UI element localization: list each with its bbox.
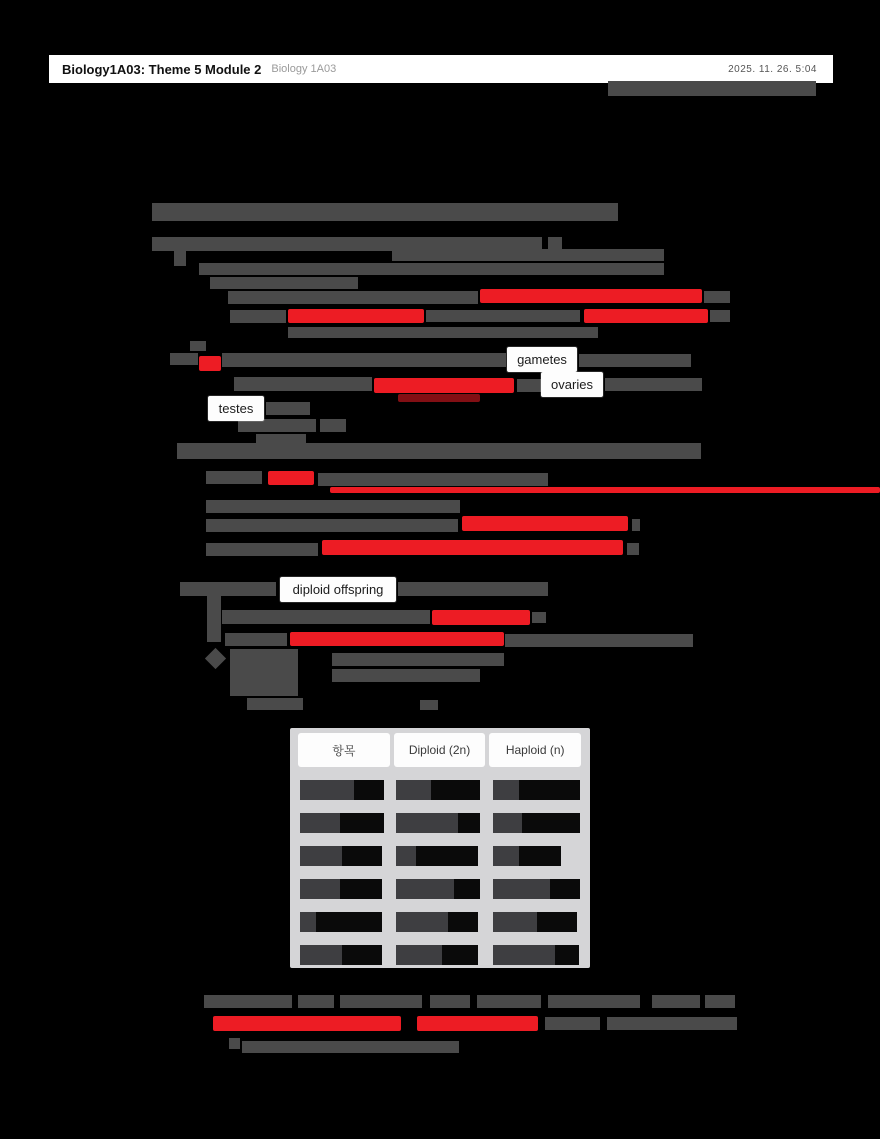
redacted-cell-segment: [493, 813, 523, 833]
redacted-text-block: [174, 251, 186, 266]
term-diploid-offspring: diploid offspring: [280, 577, 396, 602]
redacted-text-block: [230, 310, 286, 323]
redacted-red-highlight: [330, 487, 880, 493]
redacted-text-block: [152, 203, 618, 221]
redacted-text-block: [222, 610, 430, 624]
table-row: [290, 945, 590, 965]
redacted-text-block: [505, 634, 693, 647]
redacted-red-highlight: [288, 309, 424, 323]
redacted-cell-segment: [448, 912, 478, 932]
header-timestamp: 2025. 11. 26. 5:04: [728, 63, 817, 75]
redacted-text-block: [170, 353, 198, 365]
redacted-cell-segment: [396, 879, 454, 899]
redacted-text-block: [190, 341, 206, 351]
table-cell-redaction: [300, 879, 387, 899]
redacted-text-block: [288, 327, 598, 338]
term-ovaries: ovaries: [541, 372, 603, 397]
table-header-haploid: Haploid (n): [489, 733, 581, 767]
redacted-text-block: [234, 377, 372, 391]
redacted-red-highlight: [374, 378, 514, 393]
redacted-cell-segment: [550, 879, 580, 899]
redacted-cell-segment: [431, 780, 480, 800]
table-cell-redaction: [396, 879, 483, 899]
redacted-cell-segment: [442, 945, 478, 965]
table-cell-redaction: [493, 780, 580, 800]
redacted-cell-segment: [396, 945, 442, 965]
table-cell-redaction: [493, 879, 580, 899]
redacted-cell-segment: [555, 945, 579, 965]
redacted-cell-segment: [519, 780, 580, 800]
redacted-text-block: [206, 519, 458, 532]
redacted-text-block: [230, 649, 298, 696]
table-cell-redaction: [493, 846, 580, 866]
redacted-cell-segment: [416, 846, 478, 866]
redacted-cell-segment: [316, 912, 382, 932]
redacted-red-highlight: [398, 394, 480, 402]
table-header-diploid: Diploid (2n): [394, 733, 486, 767]
redacted-text-block: [627, 543, 639, 555]
redacted-cell-segment: [396, 846, 416, 866]
table-body: [290, 780, 590, 965]
redacted-text-block: [180, 582, 276, 596]
redacted-text-block: [392, 249, 664, 261]
redacted-text-block: [652, 995, 700, 1008]
redacted-cell-segment: [519, 846, 561, 866]
diploid-haploid-table: [290, 728, 590, 968]
redacted-red-highlight: [268, 471, 314, 485]
table-cell-redaction: [493, 912, 580, 932]
redacted-text-block: [517, 379, 541, 392]
redacted-text-block: [477, 995, 541, 1008]
table-cell-redaction: [396, 912, 483, 932]
redacted-text-block: [318, 473, 548, 486]
redacted-text-block: [225, 633, 287, 646]
table-cell-redaction: [396, 780, 483, 800]
table-cell-redaction: [300, 912, 387, 932]
table-cell-redaction: [300, 780, 387, 800]
term-testes: testes: [208, 396, 264, 421]
header-title: Biology1A03: Theme 5 Module 2: [62, 61, 262, 77]
redacted-text-block: [210, 277, 358, 289]
table-cell-redaction: [300, 813, 387, 833]
redacted-cell-segment: [396, 813, 458, 833]
redacted-text-block: [420, 700, 438, 710]
redacted-red-highlight: [417, 1016, 538, 1031]
redacted-cell-segment: [396, 912, 448, 932]
redacted-text-block: [548, 995, 640, 1008]
redacted-text-block: [204, 995, 292, 1008]
redacted-text-block: [340, 995, 422, 1008]
redacted-text-block: [605, 378, 702, 391]
redacted-text-block: [222, 353, 506, 367]
redacted-cell-segment: [300, 813, 340, 833]
redacted-cell-segment: [340, 879, 382, 899]
table-header-item: 항목: [298, 733, 390, 767]
redacted-cell-segment: [396, 780, 431, 800]
redacted-text-block: [206, 543, 318, 556]
redacted-text-block: [266, 402, 310, 415]
header-course-label: Biology 1A03: [271, 63, 337, 75]
redacted-text-block: [392, 263, 664, 275]
redacted-cell-segment: [458, 813, 480, 833]
page-header: [49, 55, 833, 83]
redacted-text-block: [206, 471, 262, 484]
redacted-cell-segment: [493, 879, 551, 899]
redacted-red-highlight: [584, 309, 708, 323]
redacted-text-block: [705, 995, 735, 1008]
redacted-cell-segment: [300, 912, 316, 932]
redacted-cell-segment: [493, 846, 519, 866]
redacted-text-block: [320, 419, 346, 432]
redacted-red-highlight: [432, 610, 530, 625]
redacted-cell-segment: [300, 945, 342, 965]
redacted-text-block: [608, 81, 816, 96]
redacted-cell-segment: [342, 846, 382, 866]
redacted-red-highlight: [213, 1016, 401, 1031]
redacted-cell-segment: [537, 912, 577, 932]
redacted-red-highlight: [199, 356, 221, 371]
redacted-cell-segment: [340, 813, 384, 833]
redacted-text-block: [532, 612, 546, 623]
redacted-text-block: [228, 291, 478, 304]
redacted-red-highlight: [290, 632, 504, 646]
redacted-text-block: [430, 995, 470, 1008]
table-row: [290, 912, 590, 932]
redacted-cell-segment: [300, 879, 340, 899]
redacted-text-block: [632, 519, 640, 531]
redacted-red-highlight: [322, 540, 623, 555]
redacted-cell-segment: [493, 945, 555, 965]
redacted-cell-segment: [493, 912, 537, 932]
redacted-red-highlight: [480, 289, 702, 303]
redacted-cell-segment: [354, 780, 384, 800]
table-row: [290, 813, 590, 833]
table-cell-redaction: [300, 846, 387, 866]
redacted-text-block: [177, 443, 701, 459]
redacted-cell-segment: [493, 780, 519, 800]
redacted-text-block: [242, 1041, 459, 1053]
table-row: [290, 879, 590, 899]
table-cell-redaction: [493, 813, 580, 833]
redacted-text-block: [207, 596, 221, 642]
table-cell-redaction: [300, 945, 387, 965]
redacted-text-block: [710, 310, 730, 322]
redacted-text-block: [332, 669, 480, 682]
redacted-cell-segment: [300, 846, 342, 866]
redacted-text-block: [398, 582, 548, 596]
redacted-text-block: [426, 310, 580, 322]
term-gametes: gametes: [507, 347, 577, 372]
redacted-cell-segment: [300, 780, 354, 800]
redacted-text-block: [205, 648, 226, 669]
redacted-cell-segment: [522, 813, 580, 833]
table-cell-redaction: [396, 813, 483, 833]
redacted-cell-segment: [342, 945, 382, 965]
table-cell-redaction: [396, 846, 483, 866]
redacted-text-block: [579, 354, 691, 367]
redacted-text-block: [545, 1017, 600, 1030]
table-row: [290, 780, 590, 800]
table-header-row: [290, 728, 590, 767]
table-row: [290, 846, 590, 866]
redacted-cell-segment: [454, 879, 480, 899]
redacted-red-highlight: [462, 516, 628, 531]
table-cell-redaction: [396, 945, 483, 965]
redacted-text-block: [247, 698, 303, 710]
redacted-text-block: [704, 291, 730, 303]
table-cell-redaction: [493, 945, 580, 965]
redacted-text-block: [206, 500, 460, 513]
redacted-text-block: [332, 653, 504, 666]
redacted-text-block: [607, 1017, 737, 1030]
redacted-text-block: [229, 1038, 240, 1049]
redacted-text-block: [298, 995, 334, 1008]
